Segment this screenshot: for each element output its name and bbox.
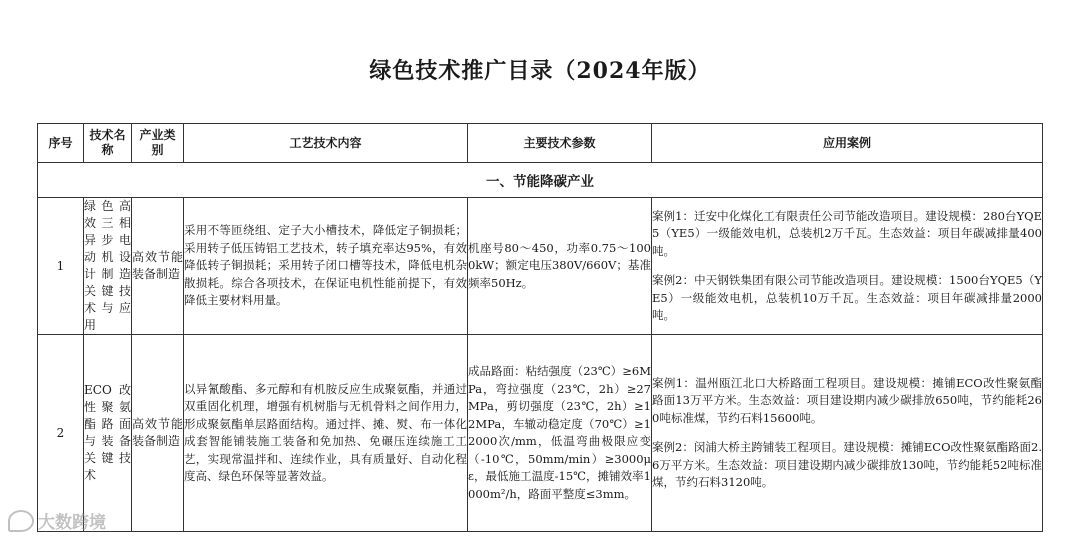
table-row — [38, 335, 1043, 532]
process-content: 采用不等匝绕组、定子大小槽技术，降低定子铜损耗；采用转子低压铸铝工艺技术，转子填充率达95%，有效降低转子铜损耗；采用转子闭口槽等技术，降低电机杂散损耗。综合各项技术，在保证电机性能前提下，有效降低主要材料用量。 — [184, 198, 468, 335]
header-category-text: 产业类别 — [139, 128, 176, 157]
header-name-text: 技术名称 — [89, 128, 126, 157]
header-name — [84, 124, 132, 163]
section-row — [38, 163, 1043, 198]
application-cases — [652, 335, 1043, 532]
header-cases: 应用案例 — [652, 124, 1043, 163]
tech-params: 成品路面：粘结强度（23℃）≥6MPa，弯拉强度（23℃，2h）≥27MPa，剪切强度（23℃，2h）≥12MPa，车辙动稳定度（70℃）≥12000次/mm，低温弯曲极限应变（-10℃，50mm/min）≥3000με，最低施工温度-15℃，摊铺效率1000m²/h，路面平整度≤3mm。 — [468, 335, 652, 532]
table-header-row — [38, 124, 1043, 163]
row-no: 2 — [38, 335, 84, 532]
section-title: 一、节能降碳产业 — [38, 163, 1043, 198]
case-1: 案例1：温州瓯江北口大桥路面工程项目。建设规模：摊铺ECO改性聚氨酯路面13万平方米。生态效益：项目建设期内减少碳排放650吨，节约能耗260吨标准煤，节约石料15600吨。 — [652, 375, 1042, 425]
header-no: 序号 — [38, 124, 84, 163]
page-title: 绿色技术推广目录（2024年版） — [369, 58, 711, 84]
watermark-text: 大数跨境 — [38, 513, 106, 533]
case-2: 案例2：中天钢铁集团有限公司节能改造项目。建设规模：1500台YQE5（YE5）一级能效电机，总装机10万千瓦。生态效益：项目年碳减排量2000吨。 — [652, 273, 1042, 322]
watermark — [8, 508, 106, 533]
application-cases — [652, 198, 1043, 335]
watermark-logo-icon — [8, 510, 34, 532]
process-content: 以异氰酸酯、多元醇和有机胺反应生成聚氨酯，并通过双重固化机理，增强有机树脂与无机骨料之间作用力，形成聚氨酯单层路面结构。通过拌、摊、熨、布一体化成套智能铺装施工装备和免加热、免碾压连续施工工艺，实现常温拌和、连续作业，具有质量好、自动化程度高、绿色环保等显著效益。 — [184, 335, 468, 532]
case-2: 案例2：闵浦大桥主跨铺装工程项目。建设规模：摊铺ECO改性聚氨酯路面2.6万平方米。生态效益：项目建设期内减少碳排放130吨，节约能耗52吨标准煤，节约石料3120吨。 — [652, 440, 1042, 489]
row-no: 1 — [38, 198, 84, 335]
industry-category: 高效节能装备制造 — [132, 335, 184, 532]
header-params: 主要技术参数 — [468, 124, 652, 163]
tech-params: 机座号80～450，功率0.75～1000kW；额定电压380V/660V；基准频率50Hz。 — [468, 198, 652, 335]
header-category — [132, 124, 184, 163]
case-1: 案例1：迁安中化煤化工有限责任公司节能改造项目。建设规模：280台YQE5（YE5）一级能效电机，总装机2万千瓦。生态效益：项目年碳减排量400吨。 — [652, 208, 1042, 258]
tech-name: ECO改性聚氨酯路面与装备关键技术 — [84, 335, 132, 532]
header-process: 工艺技术内容 — [184, 124, 468, 163]
table-row — [38, 198, 1043, 335]
catalog-table — [37, 123, 1043, 532]
tech-name: 绿色高效三相异步电动机设计制造关键技术与应用 — [84, 198, 132, 335]
industry-category: 高效节能装备制造 — [132, 198, 184, 335]
